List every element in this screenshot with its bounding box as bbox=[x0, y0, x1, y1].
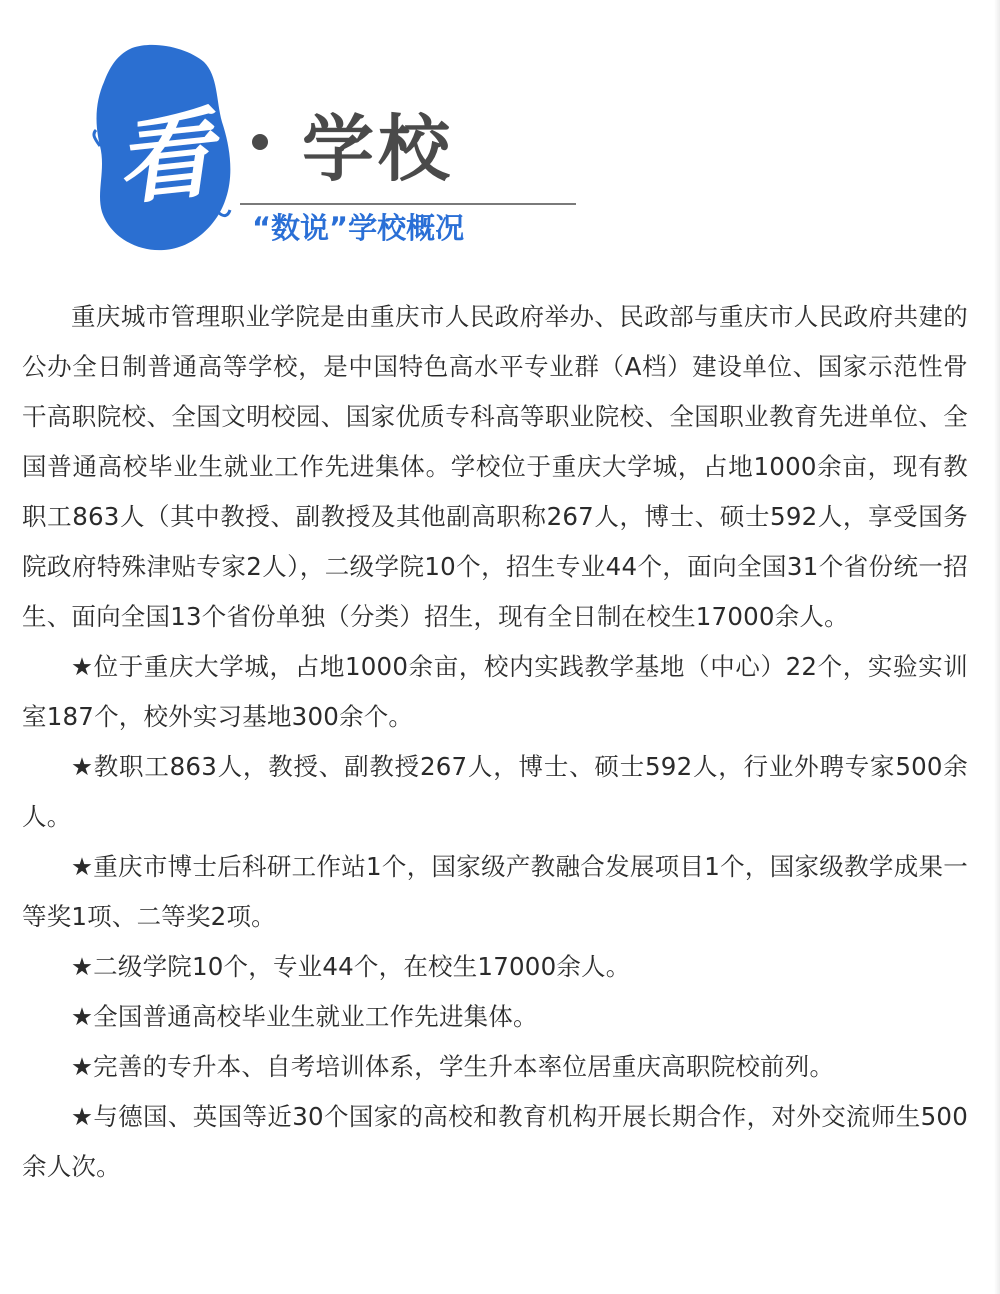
fact-colleges: ★二级学院10个，专业44个，在校生17000余人。 bbox=[71, 952, 631, 981]
title-bullet-dot bbox=[252, 134, 268, 150]
intro-paragraph: 重庆城市管理职业学院是由重庆市人民政府举办、民政部与重庆市人民政府共建的公办全日制普通高等学校，是中国特色高水平专业群（A档）建设单位、国家示范性骨干高职院校、全国文明校园、国家优质专科高等职业院校、全国职业教育先进单位、全国普通高校毕业生就业工作先进集体。学校位于重庆大学城，占地1000余亩，现有教职工863人（其中教授、副教授及其他副高职称267人，博士、硕士592人，享受国务院政府特殊津贴专家2人），二级学院10个，招生专业44个，面向全国31个省份统一招生、面向全国13个省份单独（分类）招生，现有全日制在校生17000余人。 bbox=[22, 302, 968, 631]
fact-campus: ★位于重庆大学城，占地1000余亩，校内实践教学基地（中心）22个，实验实训室187个，校外实习基地300余个。 bbox=[22, 652, 968, 731]
ink-seal-icon bbox=[92, 42, 234, 252]
page-subtitle: “数说”学校概况 bbox=[252, 211, 465, 245]
fact-faculty: ★教职工863人，教授、副教授267人，博士、硕士592人，行业外聘专家500余人。 bbox=[22, 752, 968, 831]
fact-research: ★重庆市博士后科研工作站1个，国家级产教融合发展项目1个，国家级教学成果一等奖1项、二等奖2项。 bbox=[22, 852, 968, 931]
seal-character: 看 bbox=[110, 95, 218, 219]
title-divider bbox=[240, 203, 576, 205]
fact-international: ★与德国、英国等近30个国家的高校和教育机构开展长期合作，对外交流师生500余人次。 bbox=[22, 1102, 968, 1181]
fact-employment: ★全国普通高校毕业生就业工作先进集体。 bbox=[71, 1002, 538, 1031]
article-body bbox=[22, 292, 968, 1192]
fact-upgrade: ★完善的专升本、自考培训体系，学生升本率位居重庆高职院校前列。 bbox=[71, 1052, 835, 1081]
section-header bbox=[0, 0, 1000, 280]
page-title: 学校 bbox=[302, 106, 455, 191]
